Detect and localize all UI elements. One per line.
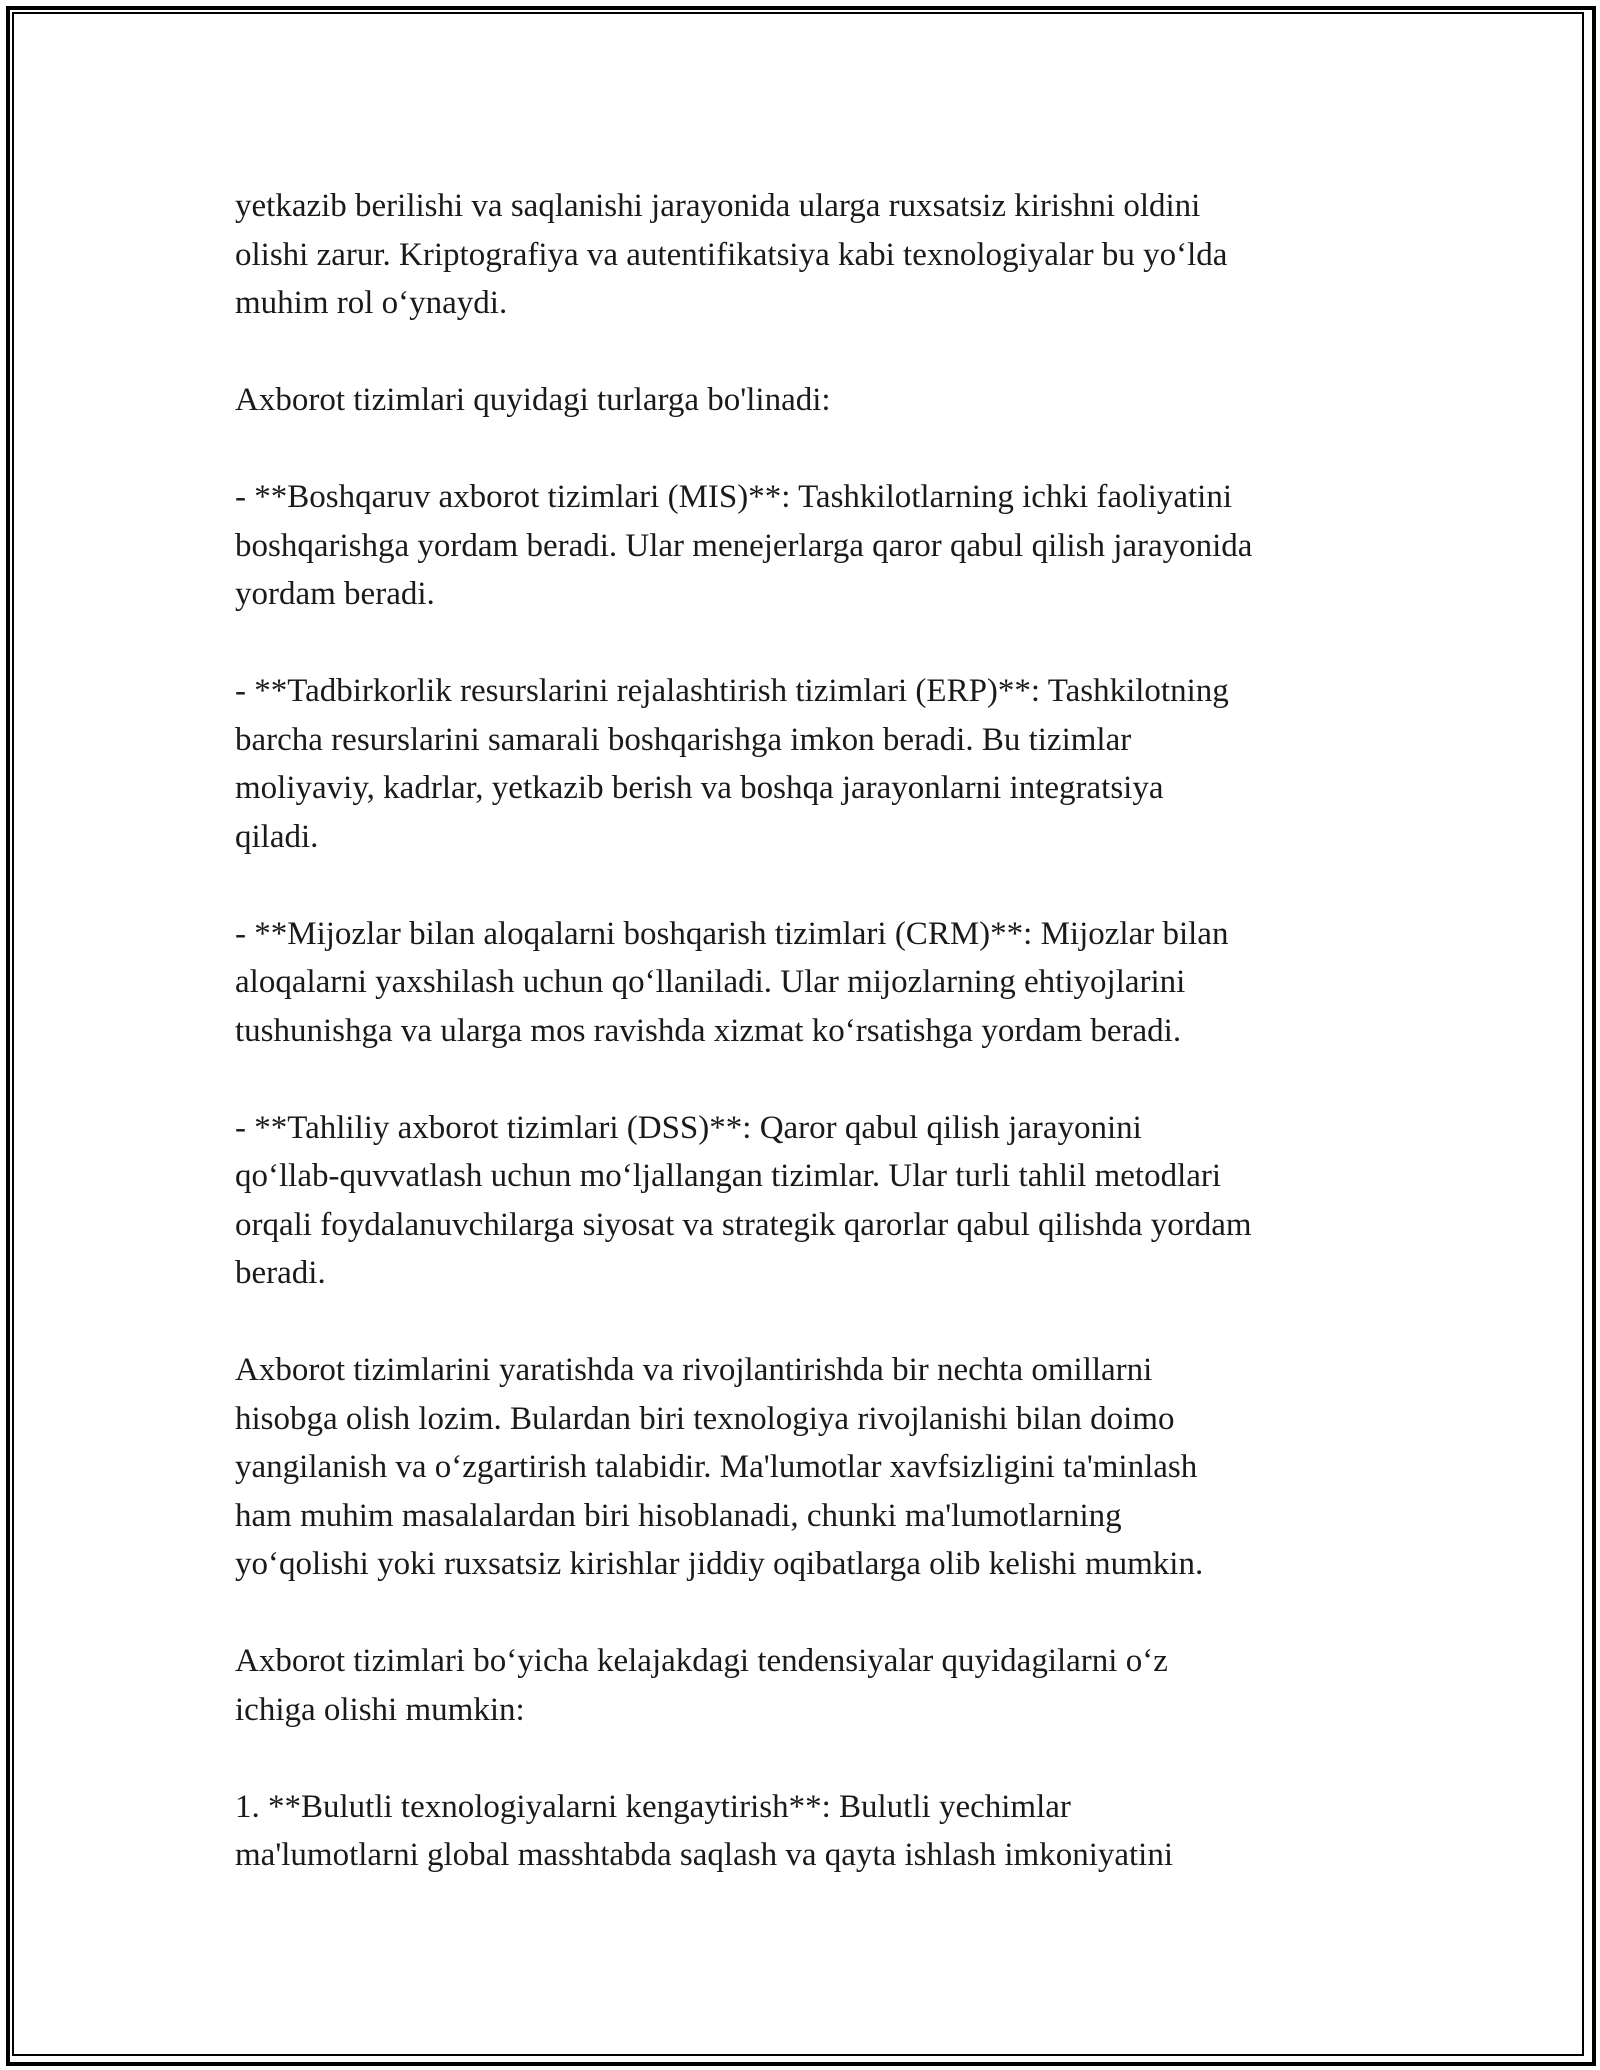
text-line: qiladi. [235,818,319,855]
text-line: ma'lumotlarni global masshtabda saqlash va qayta ishlash imkoniyatini [235,1837,1174,1873]
paragraph [235,910,1375,1056]
text-line: Axborot tizimlarini yaratishda va rivojlantirishda bir nechta omillarni [235,1352,1153,1388]
text-line: boshqarishga yordam beradi. Ular menejerlarga qaror qabul qilish jarayonida [235,527,1253,564]
text-line: muhim rol o‘ynaydi. [235,285,508,321]
text-line: - **Boshqaruv axborot tizimlari (MIS)**: Tashkilotlarning ichki faoliyatini [235,479,1232,515]
paragraph [235,473,1375,619]
text-line: ham muhim masalalardan biri hisoblanadi, chunki ma'lumotlarning [235,1497,1122,1534]
paragraph [235,1637,1375,1734]
paragraph [235,1346,1375,1589]
text-line: ichiga olishi mumkin: [235,1691,525,1728]
text-line: moliyaviy, kadrlar, yetkazib berish va boshqa jarayonlarni integratsiya [235,770,1164,806]
text-line: hisobga olish lozim. Bulardan biri texnologiya rivojlanishi bilan doimo [235,1400,1175,1437]
text-line: aloqalarni yaxshilash uchun qo‘llaniladi. Ular mijozlarning ehtiyojlarini [235,964,1186,1000]
text-line: - **Tadbirkorlik resurslarini rejalashtirish tizimlari (ERP)**: Tashkilotning [235,673,1229,709]
paragraph [235,1104,1375,1298]
text-line: olishi zarur. Kriptografiya va autentifikatsiya kabi texnologiyalar bu yo‘lda [235,236,1228,273]
text-line: yordam beradi. [235,576,435,612]
document-body [235,182,1375,1928]
text-line: Axborot tizimlari bo‘yicha kelajakdagi tendensiyalar quyidagilarni o‘z [235,1643,1168,1679]
text-line: 1. **Bulutli texnologiyalarni kengaytirish**: Bulutli yechimlar [235,1788,1071,1825]
text-line: Axborot tizimlari quyidagi turlarga bo'linadi: [235,382,831,418]
paragraph [235,376,1375,425]
text-line: yetkazib berilishi va saqlanishi jarayonida ularga ruxsatsiz kirishni oldini [235,188,1201,224]
text-line: barcha resurslarini samarali boshqarishga imkon beradi. Bu tizimlar [235,721,1132,758]
paragraph [235,1783,1375,1880]
text-line: - **Tahliliy axborot tizimlari (DSS)**: Qaror qabul qilish jarayonini [235,1109,1142,1146]
paragraph [235,182,1375,328]
text-line: yangilanish va o‘zgartirish talabidir. Ma'lumotlar xavfsizligini ta'minlash [235,1449,1198,1485]
paragraph [235,667,1375,861]
text-line: - **Mijozlar bilan aloqalarni boshqarish tizimlari (CRM)**: Mijozlar bilan [235,915,1229,952]
text-line: qo‘llab-quvvatlash uchun mo‘ljallangan tizimlar. Ular turli tahlil metodlari [235,1158,1222,1194]
text-line: tushunishga va ularga mos ravishda xizmat ko‘rsatishga yordam beradi. [235,1012,1182,1049]
text-line: beradi. [235,1255,326,1291]
text-line: yo‘qolishi yoki ruxsatsiz kirishlar jiddiy oqibatlarga olib kelishi mumkin. [235,1546,1204,1582]
text-line: orqali foydalanuvchilarga siyosat va strategik qarorlar qabul qilishda yordam [235,1206,1252,1243]
